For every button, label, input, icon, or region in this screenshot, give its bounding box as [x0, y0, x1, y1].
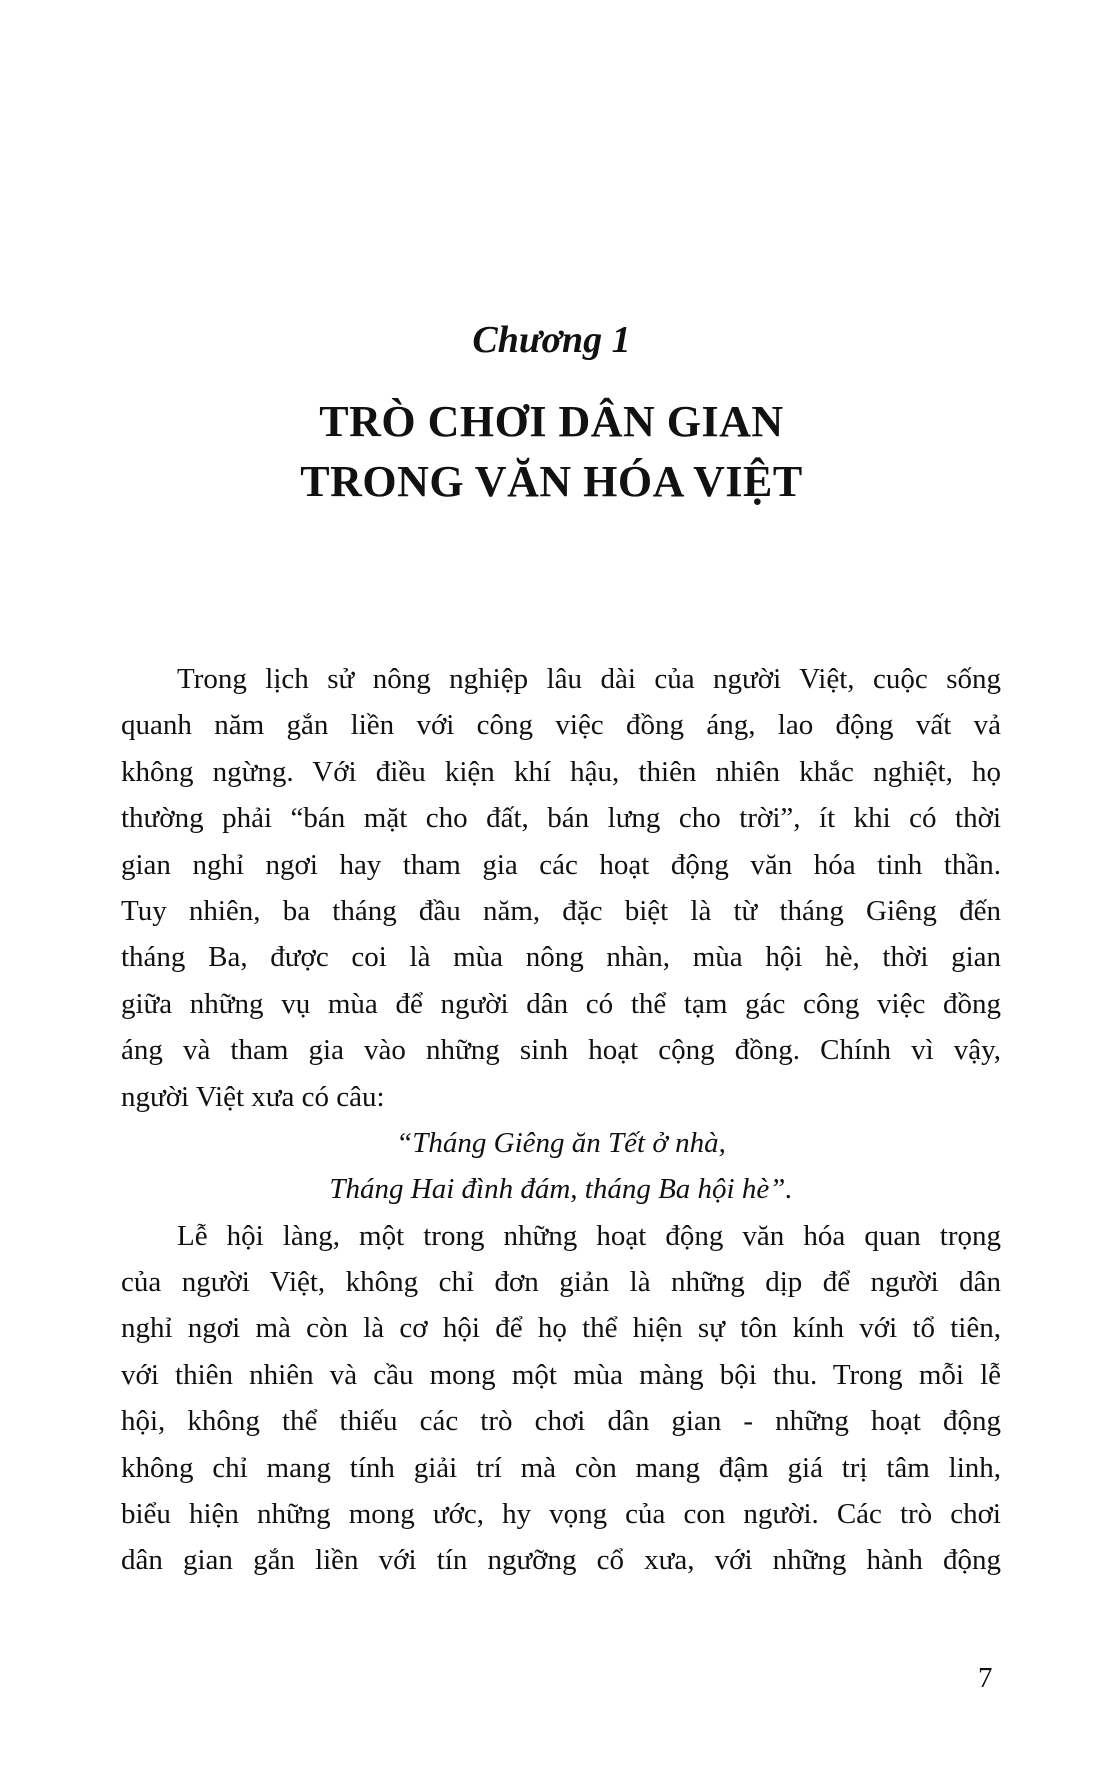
paragraph-line: gian nghỉ ngơi hay tham gia các hoạt động văn hóa tinh thần.: [121, 848, 1001, 881]
paragraph-line: không ngừng. Với điều kiện khí hậu, thiên nhiên khắc nghiệt, họ: [121, 755, 1001, 788]
chapter-label: Chương 1: [472, 319, 631, 361]
paragraph-line: người Việt xưa có câu:: [121, 1080, 385, 1113]
paragraph-line: biểu hiện những mong ước, hy vọng của con người. Các trò chơi: [121, 1498, 1001, 1531]
paragraph-line: Lễ hội làng, một trong những hoạt động văn hóa quan trọng: [177, 1219, 1001, 1252]
paragraph-line: thường phải “bán mặt cho đất, bán lưng cho trời”, ít khi có thời: [121, 802, 1001, 835]
paragraph-line: quanh năm gắn liền với công việc đồng áng, lao động vất vả: [121, 709, 1001, 742]
paragraph-line: không chỉ mang tính giải trí mà còn mang đậm giá trị tâm linh,: [121, 1451, 1001, 1484]
paragraph-line: của người Việt, không chỉ đơn giản là những dịp để người dân: [121, 1266, 1001, 1299]
body-text: [121, 656, 1001, 1584]
paragraph-line: hội, không thể thiếu các trò chơi dân gian - những hoạt động: [121, 1405, 1001, 1438]
paragraph-line: Trong lịch sử nông nghiệp lâu dài của người Việt, cuộc sống: [177, 663, 1001, 695]
paragraph-line: giữa những vụ mùa để người dân có thể tạm gác công việc đồng: [121, 987, 1001, 1020]
page-number: 7: [978, 1662, 993, 1694]
paragraph-line: Tuy nhiên, ba tháng đầu năm, đặc biệt là từ tháng Giêng đến: [121, 894, 1001, 927]
paragraph-line: tháng Ba, được coi là mùa nông nhàn, mùa hội hè, thời gian: [121, 941, 1001, 974]
paragraph-line: nghỉ ngơi mà còn là cơ hội để họ thể hiện sự tôn kính với tổ tiên,: [121, 1312, 1001, 1345]
paragraph-line: dân gian gắn liền với tín ngưỡng cổ xưa, với những hành động: [121, 1544, 1001, 1577]
quote-line: Tháng Hai đình đám, tháng Ba hội hè”.: [329, 1173, 793, 1206]
chapter-title-line-1: TRÒ CHƠI DÂN GIAN: [319, 397, 784, 446]
paragraph-line: áng và tham gia vào những sinh hoạt cộng đồng. Chính vì vậy,: [121, 1034, 1001, 1067]
chapter-title-line-2: TRONG VĂN HÓA VIỆT: [300, 457, 803, 506]
paragraph-line: với thiên nhiên và cầu mong một mùa màng bội thu. Trong mỗi lễ: [121, 1358, 1001, 1391]
quote-line: “Tháng Giêng ăn Tết ở nhà,: [396, 1126, 726, 1159]
